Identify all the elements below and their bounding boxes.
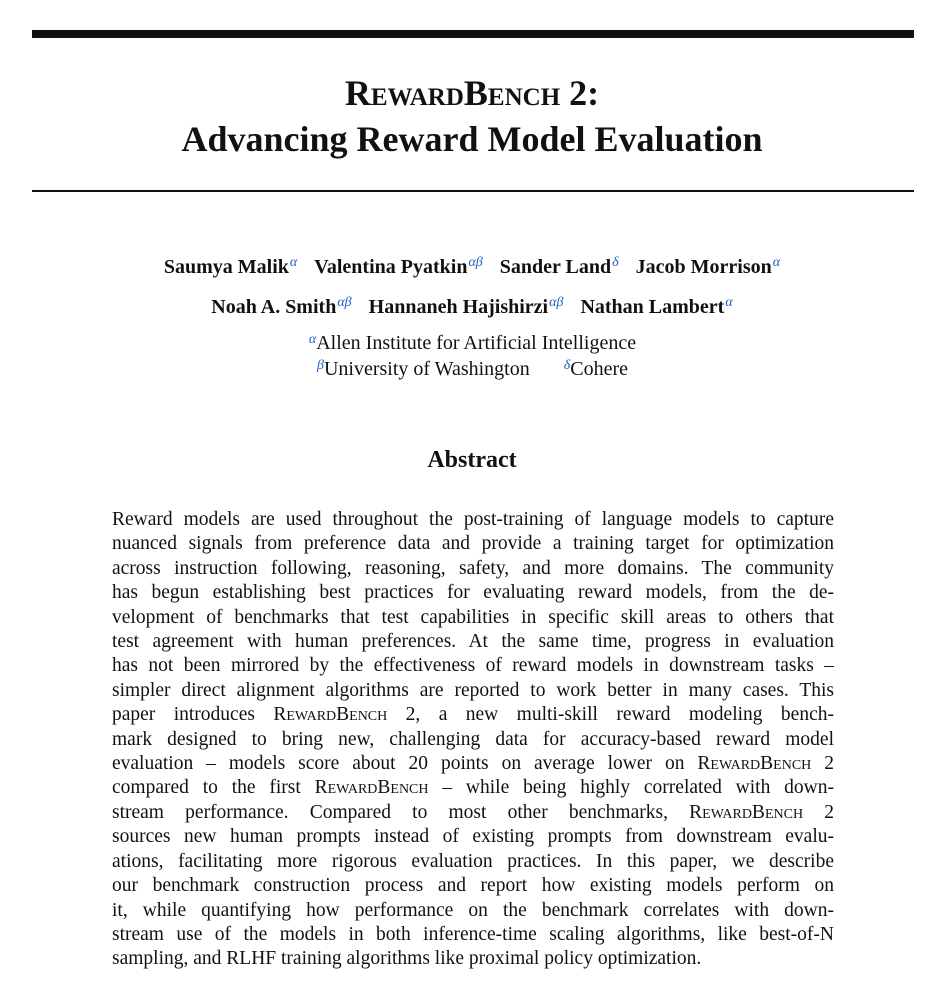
abstract-line: test agreement with human preferences. At the same time, progress in evaluation	[112, 631, 834, 653]
abstract-line: compared to the first RewardBench – while being highly correlated with down-	[112, 777, 834, 799]
title-line-1: RewardBench 2:	[344, 73, 600, 113]
affiliations	[0, 330, 944, 382]
abstract-line: it, while quantifying how performance on the benchmark correlates with down-	[112, 899, 834, 921]
abstract-line: has not been mirrored by the effectiveness of reward models in downstream tasks –	[112, 655, 834, 677]
abstract-line: stream performance. Compared to most other benchmarks, RewardBench 2	[112, 801, 834, 823]
affiliation-row-1	[0, 330, 944, 356]
author: Nathan Lambert$^\alpha$	[580, 295, 733, 318]
abstract-line: sources new human prompts instead of existing prompts from downstream evalu-	[112, 826, 834, 848]
title-rule	[32, 190, 914, 192]
author: Valentina Pyatkin$^{\alpha\beta}$	[314, 255, 483, 278]
paper-title	[0, 70, 944, 162]
abstract-line: mark designed to bring new, challenging data for accuracy-based reward model	[112, 728, 834, 750]
abstract-line: Reward models are used throughout the post-training of language models to capture	[112, 509, 834, 530]
abstract-line: paper introduces RewardBench 2, a new multi-skill reward modeling bench-	[112, 704, 834, 726]
abstract-line: has begun establishing best practices for evaluating reward models, from the de-	[112, 582, 834, 604]
author: Noah A. Smith$^{\alpha\beta}$	[211, 295, 352, 318]
abstract-line: nuanced signals from preference data and provide a training target for optimization	[112, 533, 834, 555]
affiliation: $^\beta$University of Washington	[316, 358, 530, 380]
affiliation: $^\alpha$Allen Institute for Artificial Intelligence	[308, 332, 637, 354]
author-row-2	[0, 290, 944, 330]
abstract-line: ations, facilitating more rigorous evaluation practices. In this paper, we describe	[112, 850, 834, 872]
abstract-line: velopment of benchmarks that test capabilities in specific skill areas to others that	[112, 606, 834, 628]
author: Sander Land$^\delta$	[499, 255, 619, 278]
affiliation: $^\delta$Cohere	[563, 358, 629, 380]
abstract-line: sampling, and RLHF training algorithms like proximal policy optimization.	[112, 948, 702, 970]
abstract-line: simpler direct alignment algorithms are reported to work better in many cases. This	[112, 679, 834, 701]
abstract-line: our benchmark construction process and report how existing models perform on	[112, 875, 834, 897]
author: Hannaneh Hajishirzi$^{\alpha\beta}$	[368, 295, 564, 318]
author: Jacob Morrison$^\alpha$	[635, 255, 781, 278]
author: Saumya Malik$^\alpha$	[163, 255, 298, 278]
abstract-line: evaluation – models score about 20 points on average lower on RewardBench 2	[112, 753, 834, 775]
author-list	[0, 250, 944, 330]
abstract-body	[112, 508, 834, 972]
author-row-1	[0, 250, 944, 290]
abstract-line: across instruction following, reasoning, safety, and more domains. The community	[112, 557, 834, 579]
top-rule	[32, 30, 914, 38]
abstract-line: stream use of the models in both inference-time scaling algorithms, like best-of-N	[112, 923, 834, 945]
title-line-2: Advancing Reward Model Evaluation	[181, 119, 763, 159]
affiliation-row-2	[0, 356, 944, 382]
abstract-heading: Abstract	[427, 447, 517, 473]
